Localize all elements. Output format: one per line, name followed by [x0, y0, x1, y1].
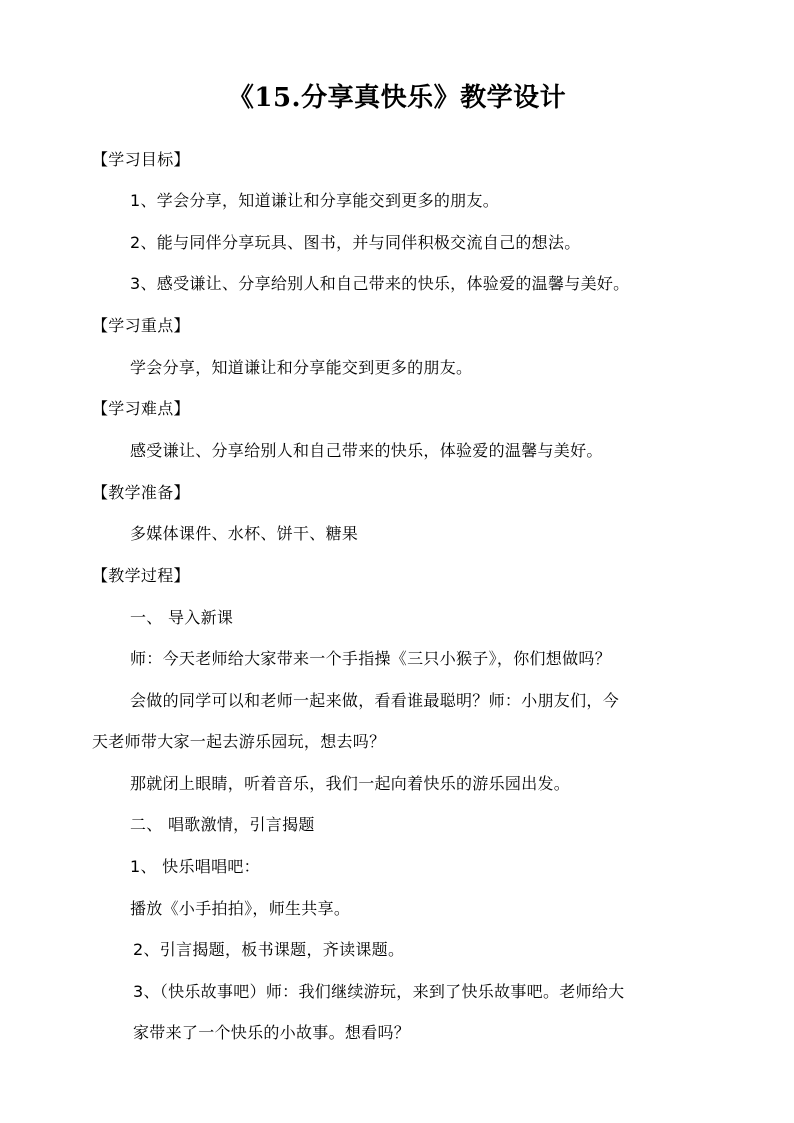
- process-line: 会做的同学可以和老师一起来做，看看谁最聪明？师：小朋友们，今: [130, 691, 620, 710]
- process-line: 3、（快乐故事吧）师：我们继续游玩，来到了快乐故事吧。老师给大: [133, 982, 625, 1001]
- difficulties-text: 感受谦让、分享给别人和自己带来的快乐，体验爱的温馨与美好。: [130, 441, 603, 460]
- preparation-text: 多媒体课件、水杯、饼干、糖果: [130, 524, 359, 543]
- process-line: 播放《小手拍拍》，师生共享。: [130, 899, 351, 918]
- process-line: 家带来了一个快乐的小故事。想看吗？: [133, 1023, 411, 1042]
- process-line: 2、引言揭题，板书课题，齐读课题。: [133, 940, 405, 959]
- objectives-heading: 【学习目标】: [92, 150, 190, 169]
- process-line: 一、 导入新课: [130, 608, 234, 627]
- key-points-heading: 【学习重点】: [92, 316, 190, 335]
- preparation-heading: 【教学准备】: [92, 483, 190, 502]
- objective-item-3: 3、感受谦让、分享给别人和自己带来的快乐，体验爱的温馨与美好。: [130, 274, 630, 293]
- process-line: 那就闭上眼睛，听着音乐，我们一起向着快乐的游乐园出发。: [130, 774, 571, 793]
- process-line: 1、 快乐唱唱吧：: [130, 857, 260, 876]
- key-points-text: 学会分享，知道谦让和分享能交到更多的朋友。: [130, 358, 473, 377]
- objective-item-2: 2、能与同伴分享玩具、图书，并与同伴积极交流自己的想法。: [130, 233, 581, 252]
- difficulties-heading: 【学习难点】: [92, 399, 190, 418]
- objective-item-1: 1、学会分享，知道谦让和分享能交到更多的朋友。: [130, 191, 500, 210]
- process-line: 师：今天老师给大家带来一个手指操《三只小猴子》，你们想做吗？: [130, 649, 612, 668]
- process-line: 二、 唱歌激情，引言揭题: [130, 815, 315, 834]
- process-heading: 【教学过程】: [92, 566, 190, 585]
- process-line: 天老师带大家一起去游乐园玩，想去吗？: [92, 732, 386, 751]
- document-title: 《15.分享真快乐》教学设计: [227, 83, 567, 113]
